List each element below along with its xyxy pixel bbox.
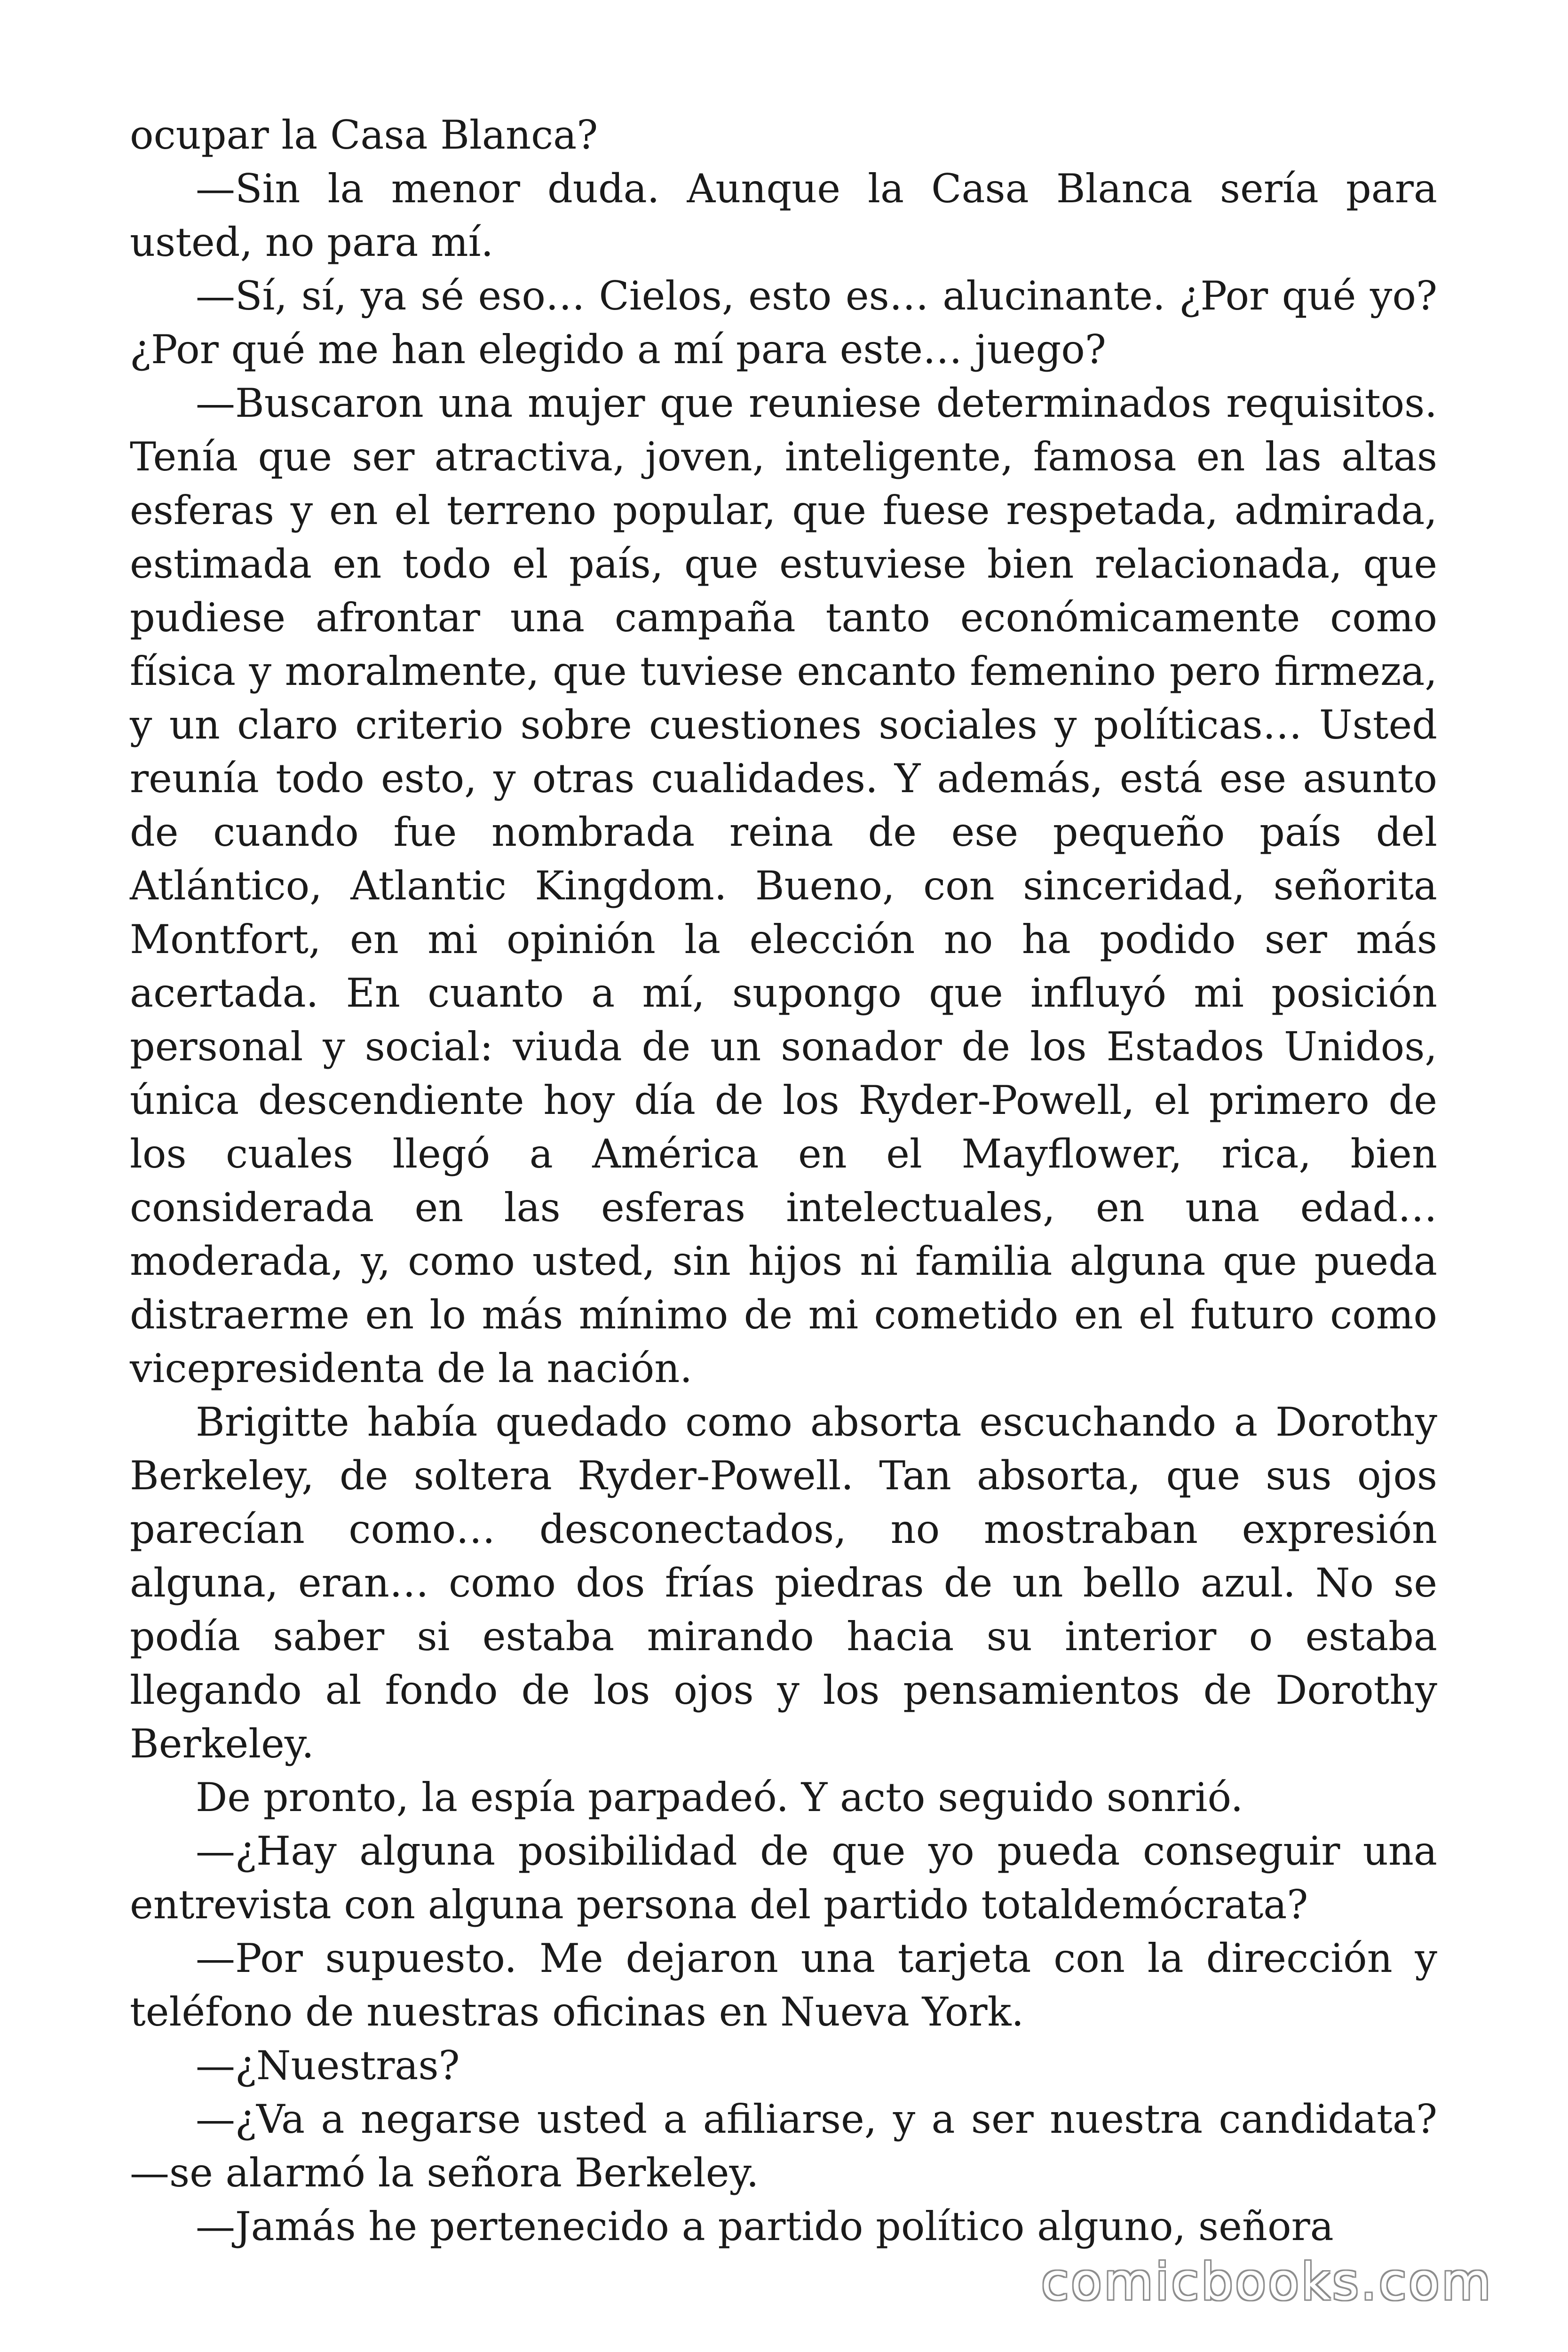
- paragraph: —¿Va a negarse usted a afiliarse, y a ser nuestra candidata? —se alarmó la señora Berkeley.: [130, 2096, 1437, 2196]
- paragraph: De pronto, la espía parpadeó. Y acto seguido sonrió.: [196, 1774, 1243, 1820]
- paragraph: —Buscaron una mujer que reuniese determinados requisitos. Tenía que ser atractiva, joven, inteligente, famosa en las altas esferas y en el terreno popular, que fuese respetada, admirada, estimada en todo el país, que estuviese bien relacionada, que pudiese afrontar una campaña tanto económicamente como física y moralmente, que tuviese encanto femenino pero firmeza, y un claro criterio sobre cuestiones sociales y políticas… Usted reunía todo esto, y otras cualidades. Y además, está ese asunto de cuando fue nombrada reina de ese pequeño país del Atlántico, Atlantic Kingdom. Bueno, con sinceridad, señorita Montfort, en mi opinión la elección no ha podido ser más acertada. En cuanto a mí, supongo que influyó mi posición personal y social: viuda de un sonador de los Estados Unidos, única descendiente hoy día de los Ryder-Powell, el primero de los cuales llegó a América en el Mayflower, rica, bien considerada en las esferas intelectuales, en una edad… moderada, y, como usted, sin hijos ni familia alguna que pueda distraerme en lo más mínimo de mi cometido en el futuro como vicepresidenta de la nación.: [130, 380, 1437, 1391]
- paragraph: Brigitte había quedado como absorta escuchando a Dorothy Berkeley, de soltera Ryder-Powell. Tan absorta, que sus ojos parecían como… desconectados, no mostraban expresión alguna, eran… como dos frías piedras de un bello azul. No se podía saber si estaba mirando hacia su interior o estaba llegando al fondo de los ojos y los pensamientos de Dorothy Berkeley.: [130, 1399, 1437, 1767]
- paragraph: —¿Hay alguna posibilidad de que yo pueda conseguir una entrevista con alguna persona del partido totaldemócrata?: [130, 1828, 1437, 1928]
- site-watermark: comicbooks.com: [1041, 2253, 1493, 2312]
- paragraph: —Sí, sí, ya sé eso… Cielos, esto es… alucinante. ¿Por qué yo? ¿Por qué me han elegido a mí para este… juego?: [130, 273, 1437, 373]
- paragraph: —Por supuesto. Me dejaron una tarjeta con la dirección y teléfono de nuestras oficinas en Nueva York.: [130, 1935, 1437, 2035]
- paragraph: ocupar la Casa Blanca?: [130, 112, 598, 158]
- paragraph: —Sin la menor duda. Aunque la Casa Blanca sería para usted, no para mí.: [130, 166, 1437, 265]
- paragraph: —Jamás he pertenecido a partido político alguno, señora: [196, 2203, 1334, 2249]
- book-page-text: [130, 108, 1437, 2253]
- paragraph: —¿Nuestras?: [196, 2042, 460, 2089]
